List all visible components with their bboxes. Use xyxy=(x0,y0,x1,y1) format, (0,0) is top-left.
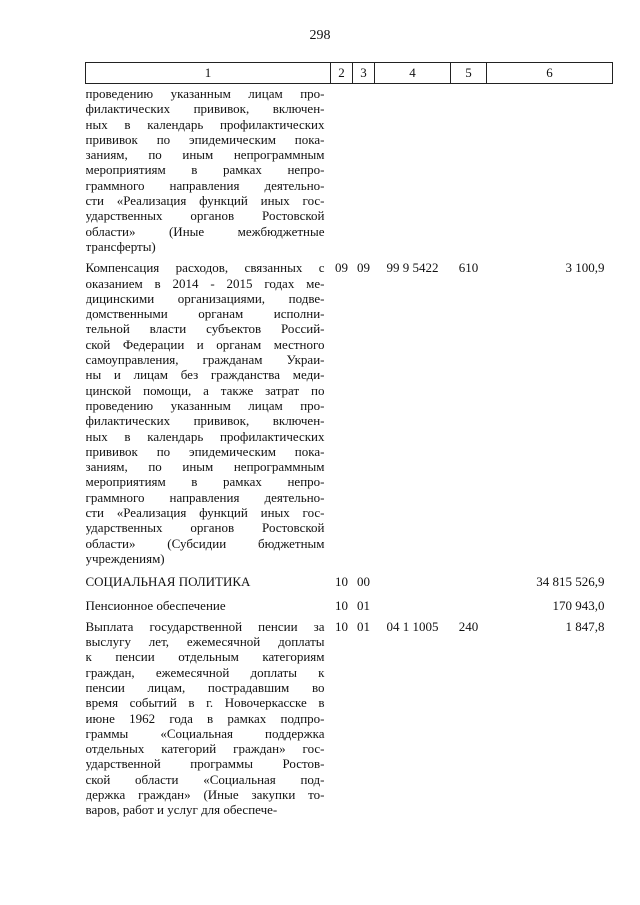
column-header: 4 xyxy=(375,63,451,84)
cell-c4 xyxy=(375,590,451,613)
description-line: сти «Реализация функций иных гос- xyxy=(85,505,325,521)
cell-c6: 1 847,8 xyxy=(565,618,605,634)
description-line: время событий в г. Новочеркасске в xyxy=(85,695,325,711)
description-line: Пенсионное обеспечение xyxy=(85,597,226,613)
table-row xyxy=(86,84,613,255)
description-line: граммного направления деятельно- xyxy=(85,177,325,193)
column-header: 6 xyxy=(487,63,613,84)
cell-c4: 99 9 5422 xyxy=(386,260,439,276)
cell-c4: 04 1 1005 xyxy=(386,618,439,634)
description-line: к пенсии отдельным категориям xyxy=(85,649,325,665)
cell-c3: 01 xyxy=(357,618,370,634)
budget-table xyxy=(85,62,613,818)
description-line: Компенсация расходов, связанных с xyxy=(85,260,325,276)
table-row xyxy=(86,254,613,566)
description-line: граммы «Социальная поддержка xyxy=(85,725,325,741)
description-line: заниям, по иным непрограммным xyxy=(85,459,325,475)
description-line: области» (Субсидии бюджетным xyxy=(85,535,325,551)
row-description xyxy=(86,590,331,613)
description-line: граждан, ежемесячной доплаты к xyxy=(85,664,325,680)
cell-c2: 10 xyxy=(335,574,348,590)
cell-c5: 240 xyxy=(458,618,479,634)
cell-c2: 10 xyxy=(335,597,348,613)
description-line: проведению указанным лицам про- xyxy=(85,397,325,413)
description-line: домственными органам исполни- xyxy=(85,306,325,322)
column-header: 2 xyxy=(331,63,353,84)
description-line: области» (Иные межбюджетные xyxy=(85,223,325,239)
description-line: Выплата государственной пенсии за xyxy=(85,618,325,634)
description-line: заниям, по иным непрограммным xyxy=(85,147,325,163)
description-line: варов, работ и услуг для обеспече- xyxy=(85,802,278,818)
description-line: оказанием в 2014 - 2015 годах ме- xyxy=(85,275,325,291)
cell-c3: 09 xyxy=(357,260,370,276)
cell-c4 xyxy=(375,84,451,255)
column-header: 5 xyxy=(451,63,487,84)
cell-c2: 09 xyxy=(335,260,348,276)
description-line: держка граждан» (Иные закупки то- xyxy=(85,787,325,803)
table-row xyxy=(86,613,613,818)
cell-c6 xyxy=(487,84,613,255)
cell-c5 xyxy=(451,590,487,613)
cell-c5 xyxy=(451,84,487,255)
description-line: ской области «Социальная под- xyxy=(85,771,325,787)
table-header-row xyxy=(86,63,613,84)
description-line: проведению указанным лицам про- xyxy=(85,86,325,101)
cell-c6: 34 815 526,9 xyxy=(536,574,605,590)
description-line: ных в календарь профилактических xyxy=(85,428,325,444)
description-line: ской Федерации и органам местного xyxy=(85,336,325,352)
row-description xyxy=(86,566,331,589)
cell-c3: 01 xyxy=(357,597,370,613)
description-line: пенсии лицам, пострадавшим во xyxy=(85,679,325,695)
description-line: мероприятиям в рамках непро- xyxy=(85,162,325,178)
description-line: самоуправления, гражданам Украи- xyxy=(85,352,325,368)
cell-c3 xyxy=(353,84,375,255)
table-body xyxy=(86,84,613,818)
cell-c5: 610 xyxy=(458,260,479,276)
column-header: 3 xyxy=(353,63,375,84)
cell-c3: 00 xyxy=(357,574,370,590)
row-description xyxy=(86,613,331,818)
description-line: отдельных категорий граждан» гос- xyxy=(85,741,325,757)
description-line: ударственных органов Ростовской xyxy=(85,520,325,536)
description-line: прививок по эпидемическим пока- xyxy=(85,131,325,147)
row-description xyxy=(86,254,331,566)
column-header: 1 xyxy=(86,63,331,84)
cell-c6: 3 100,9 xyxy=(565,260,605,276)
description-line: ударственных органов Ростовской xyxy=(85,208,325,224)
description-line: прививок по эпидемическим пока- xyxy=(85,443,325,459)
description-line: трансферты) xyxy=(85,238,156,254)
description-line: филактических прививок, включен- xyxy=(85,413,325,429)
description-line: дицинскими организациями, подве- xyxy=(85,290,325,306)
cell-c5 xyxy=(451,566,487,589)
table-row xyxy=(86,566,613,589)
description-line: филактических прививок, включен- xyxy=(85,101,325,117)
cell-c4 xyxy=(375,566,451,589)
description-line: выслугу лет, ежемесячной доплаты xyxy=(85,634,325,650)
cell-c2 xyxy=(331,84,353,255)
description-line: сти «Реализация функций иных гос- xyxy=(85,193,325,209)
cell-c6: 170 943,0 xyxy=(552,597,605,613)
description-line: граммного направления деятельно- xyxy=(85,489,325,505)
description-line: СОЦИАЛЬНАЯ ПОЛИТИКА xyxy=(85,574,251,590)
description-line: учреждениям) xyxy=(85,550,165,566)
table-row xyxy=(86,590,613,613)
description-line: ных в календарь профилактических xyxy=(85,116,325,132)
description-line: цинской помощи, а также затрат по xyxy=(85,382,325,398)
description-line: тельной власти субъектов Россий- xyxy=(85,321,325,337)
description-line: ударственной программы Ростов- xyxy=(85,756,325,772)
row-description xyxy=(86,84,331,255)
cell-c2: 10 xyxy=(335,618,348,634)
description-line: июне 1962 года в рамках подпро- xyxy=(85,710,325,726)
description-line: ны и лицам без гражданства меди- xyxy=(85,367,325,383)
description-line: мероприятиям в рамках непро- xyxy=(85,474,325,490)
page-number: 298 xyxy=(309,28,331,43)
